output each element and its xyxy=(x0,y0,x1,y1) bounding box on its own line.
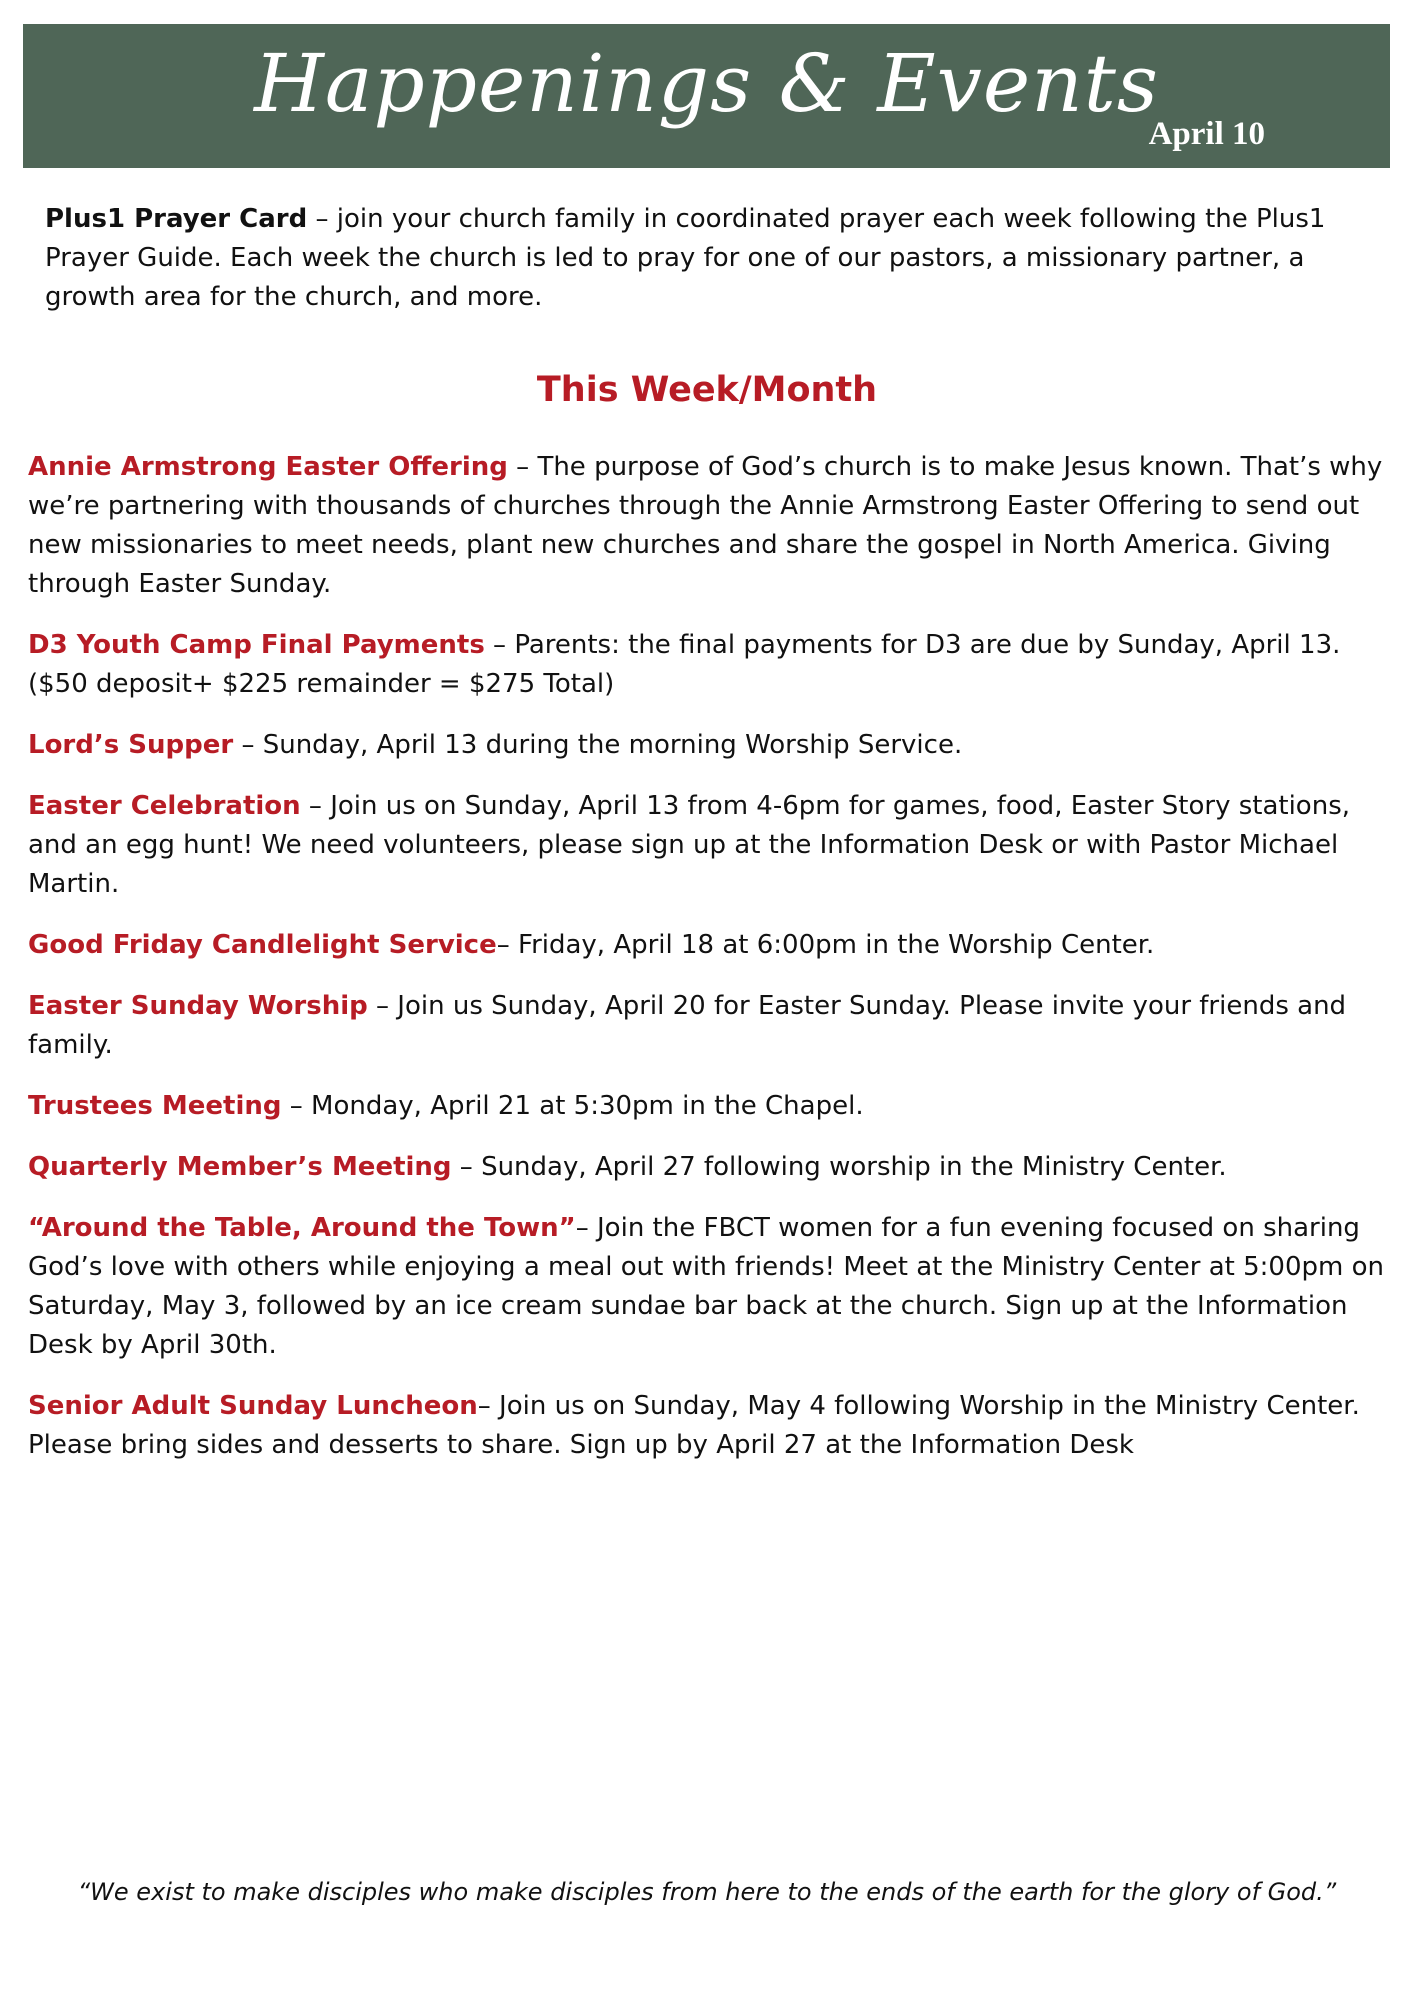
event-item xyxy=(28,1148,1390,1187)
event-text: – Join us Sunday, April 20 for Easter Sunday. Please invite your friends and family. xyxy=(28,991,1347,1060)
event-title: Easter Celebration xyxy=(28,791,301,821)
event-text: – Join us on Sunday, May 4 following Worship in the Ministry Center. Please bring sides and desserts to share. Sign up by April 27 at the Information Desk xyxy=(28,1391,1360,1460)
event-item xyxy=(28,726,1390,765)
intro-text: – join your church family in coordinated prayer each week following the Plus1 Prayer Guide. Each week the church is led to pray for one of our pastors, a missionary partner, a growth area for the church, and more. xyxy=(45,204,1326,312)
event-text: – Join us on Sunday, April 13 from 4-6pm for games, food, Easter Story stations, and an egg hunt! We need volunteers, please sign up at the Information Desk or with Pastor Michael Martin. xyxy=(28,791,1351,899)
event-text: – Friday, April 18 at 6:00pm in the Worship Center. xyxy=(496,930,1155,960)
event-item xyxy=(28,448,1390,604)
event-item xyxy=(28,1087,1390,1126)
event-title: D3 Youth Camp Final Payments xyxy=(28,630,485,660)
intro-lead: Plus1 Prayer Card xyxy=(45,204,308,234)
event-item xyxy=(28,987,1390,1065)
header-date: April 10 xyxy=(1148,116,1265,152)
event-item xyxy=(28,926,1390,965)
event-title: Quarterly Member’s Meeting xyxy=(28,1152,452,1182)
event-text: – Parents: the final payments for D3 are due by Sunday, April 13. ($50 deposit+ $225 remainder = $275 Total) xyxy=(28,630,1341,699)
header-banner xyxy=(23,24,1390,168)
intro-paragraph xyxy=(45,200,1345,317)
event-title: “Around the Table, Around the Town” xyxy=(28,1213,576,1243)
event-text: – Monday, April 21 at 5:30pm in the Chapel. xyxy=(281,1091,864,1121)
event-item xyxy=(28,626,1390,704)
event-title: Good Friday Candlelight Service xyxy=(28,930,497,960)
event-title: Annie Armstrong Easter Offering xyxy=(28,452,508,482)
event-item xyxy=(28,1387,1390,1465)
event-text: – Sunday, April 27 following worship in the Ministry Center. xyxy=(451,1152,1227,1182)
event-title: Trustees Meeting xyxy=(28,1091,282,1121)
event-text: – The purpose of God’s church is to make Jesus known. That’s why we’re partnering with thousands of churches through the Annie Armstrong Easter Offering to send out new missionaries to meet needs, plant new churches and share the gospel in North America. Giving through Easter Sunday. xyxy=(28,452,1383,599)
event-title: Easter Sunday Worship xyxy=(28,991,368,1021)
footer-motto: “We exist to make disciples who make disciples from here to the ends of the earth for the glory of God.” xyxy=(77,1878,1337,1906)
event-item xyxy=(28,787,1390,904)
page-title: Happenings & Events xyxy=(254,37,1159,130)
event-text: – Join the FBCT women for a fun evening focused on sharing God’s love with others while enjoying a meal out with friends! Meet at the Ministry Center at 5:00pm on Saturday, May 3, followed by an ice cream sundae bar back at the church. Sign up at the Information Desk by April 30th. xyxy=(28,1213,1384,1360)
event-title: Lord’s Supper xyxy=(28,730,234,760)
section-heading: This Week/Month xyxy=(536,370,878,410)
event-title: Senior Adult Sunday Luncheon xyxy=(28,1391,478,1421)
events-list xyxy=(28,448,1390,1487)
event-item xyxy=(28,1209,1390,1365)
event-text: – Sunday, April 13 during the morning Worship Service. xyxy=(233,730,963,760)
